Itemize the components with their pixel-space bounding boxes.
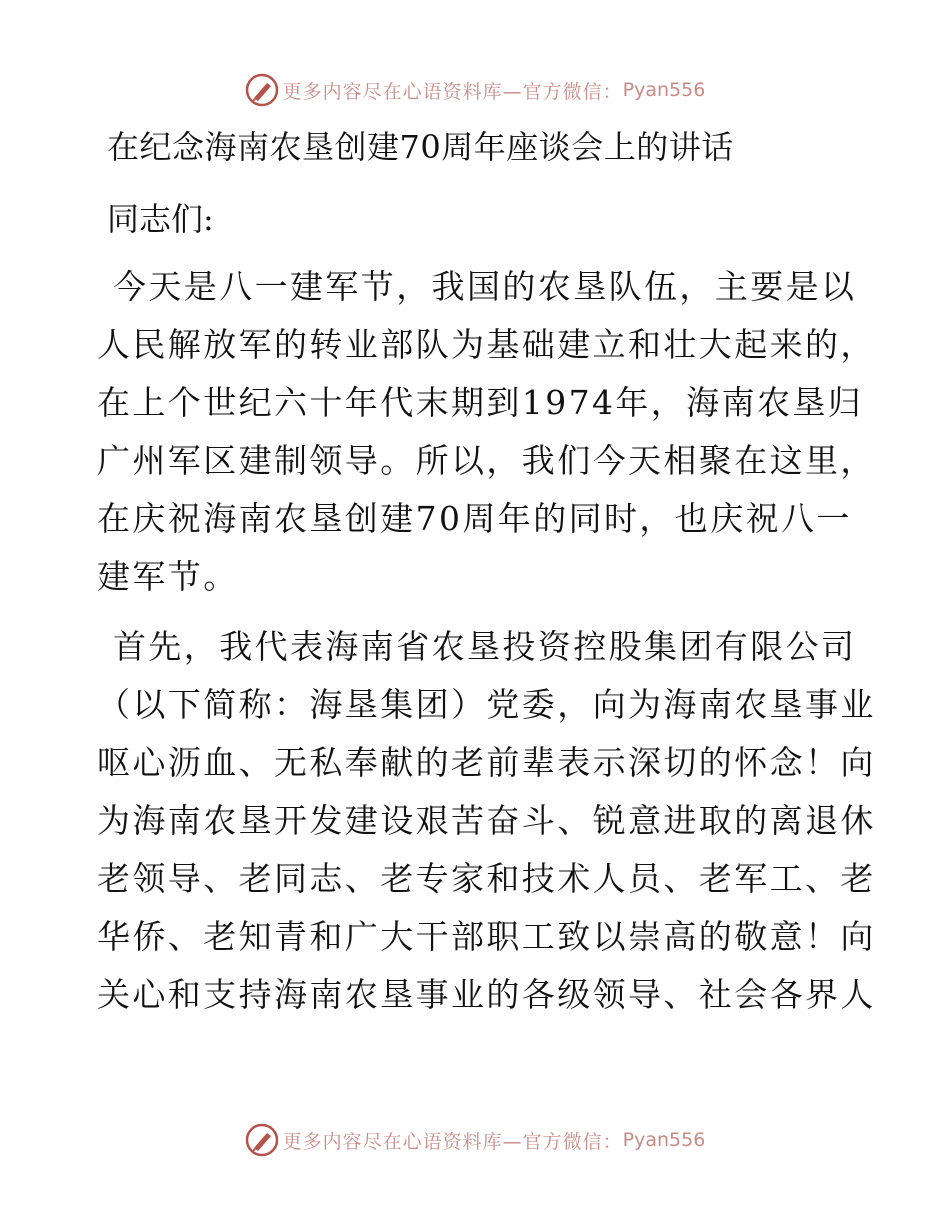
- footer-watermark: [0, 1120, 950, 1160]
- watermark-id: Pyan556: [622, 79, 706, 101]
- paragraph-line: 今天是八一建军节，我国的农垦队伍，主要是以: [113, 267, 857, 306]
- watermark-text: 更多内容尽在心语资料库—官方微信：: [282, 80, 623, 103]
- paragraph-2: [97, 618, 876, 1024]
- paragraph-line: 华侨、老知青和广大干部职工致以崇高的敬意！向: [97, 917, 876, 956]
- paragraph-line: 在上个世纪六十年代末期到1974年，海南农垦归: [97, 383, 864, 422]
- paragraph-line: 人民解放军的转业部队为基础建立和壮大起来的，: [97, 325, 876, 364]
- paragraph-line: 广州军区建制领导。所以，我们今天相聚在这里，: [97, 441, 876, 480]
- speech-title: 在纪念海南农垦创建70周年座谈会上的讲话: [107, 128, 734, 166]
- paragraph-line: 关心和支持海南农垦事业的各级领导、社会各界人: [97, 975, 876, 1014]
- paragraph-line: 为海南农垦开发建设艰苦奋斗、锐意进取的离退休: [97, 801, 876, 840]
- paragraph-1: [97, 258, 876, 606]
- salutation: 同志们:: [107, 200, 214, 238]
- watermark-id: Pyan556: [622, 1129, 706, 1151]
- pen-logo-icon: [245, 1123, 279, 1157]
- paragraph-line: 建军节。: [97, 557, 239, 596]
- document-body: [97, 120, 876, 1024]
- paragraph-line: （以下简称：海垦集团）党委，向为海南农垦事业: [97, 685, 876, 724]
- paragraph-line: 老领导、老同志、老专家和技术人员、老军工、老: [97, 859, 876, 898]
- paragraph-line: 在庆祝海南农垦创建70周年的同时，也庆祝八一: [97, 499, 852, 538]
- pen-logo-icon: [245, 73, 279, 107]
- paragraph-line: 呕心沥血、无私奉献的老前辈表示深切的怀念！向: [97, 743, 876, 782]
- header-watermark: [0, 70, 950, 110]
- watermark-text: 更多内容尽在心语资料库—官方微信：: [282, 1130, 623, 1153]
- paragraph-line: 首先，我代表海南省农垦投资控股集团有限公司: [113, 627, 857, 666]
